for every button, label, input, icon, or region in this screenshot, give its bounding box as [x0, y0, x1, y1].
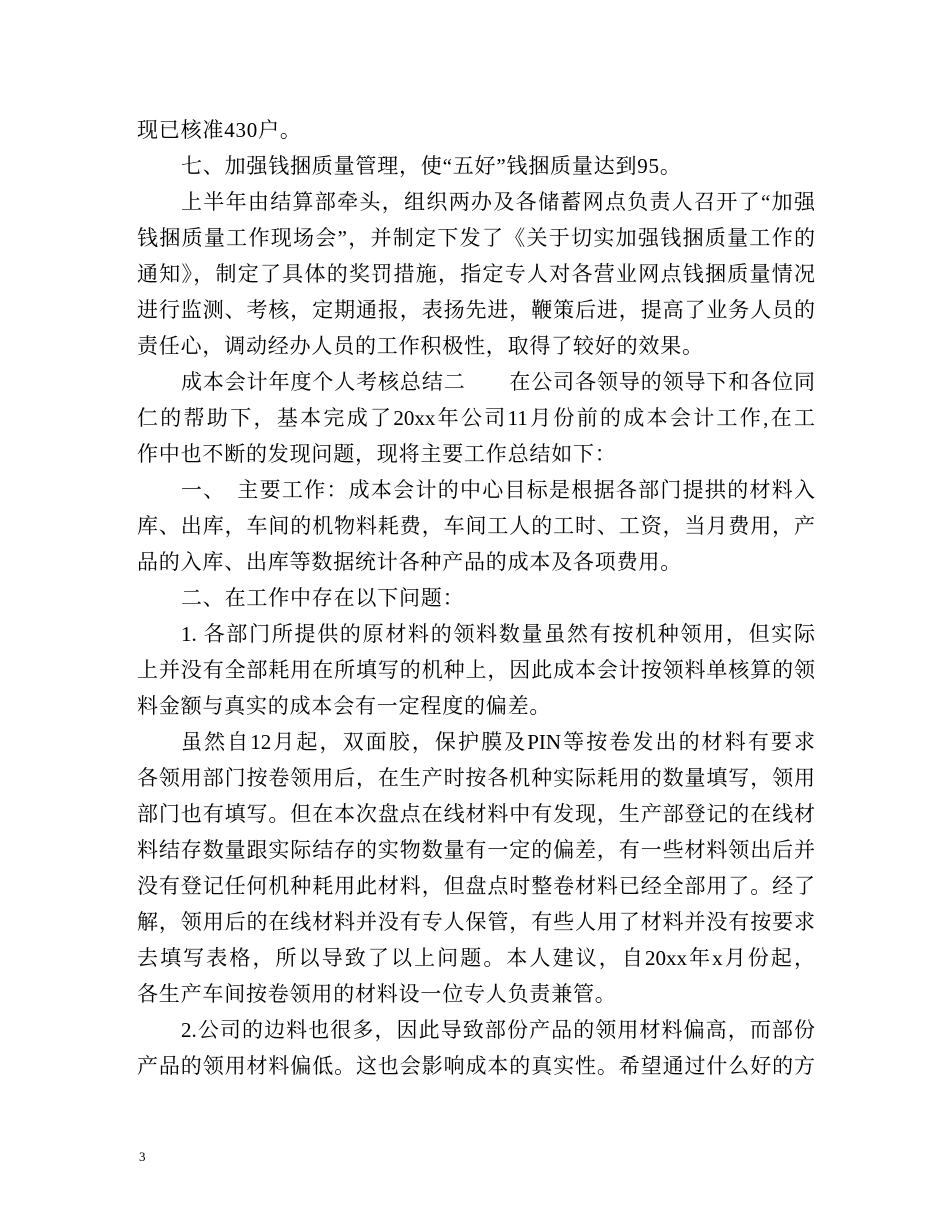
paragraph — [137, 616, 815, 724]
paragraph-line: 现已核准430户。 — [137, 118, 302, 142]
paragraph-line: 仁的帮助下，基本完成了20xx年公司11月份前的成本会计工作,在工 — [137, 406, 815, 430]
paragraph-line: 二、在工作中存在以下问题： — [181, 586, 465, 610]
paragraph — [137, 724, 815, 1012]
paragraph — [137, 1012, 815, 1084]
paragraph-line: 1. 各部门所提供的原材料的领料数量虽然有按机种领用，但实际 — [181, 622, 815, 646]
paragraph-line: 作中也不断的发现问题，现将主要工作总结如下： — [137, 442, 617, 466]
paragraph-line: 各领用部门按卷领用后，在生产时按各机种实际耗用的数量填写，领用 — [137, 766, 815, 790]
paragraph-line: 料结存数量跟实际结存的实物数量有一定的偏差，有一些材料领出后并 — [137, 838, 815, 862]
paragraph-line: 部门也有填写。但在本次盘点在线材料中有发现，生产部登记的在线材 — [137, 802, 815, 826]
paragraph-line: 七、加强钱捆质量管理，使“五好”钱捆质量达到95。 — [181, 154, 682, 178]
paragraph-line: 2.公司的边料也很多，因此导致部份产品的领用材料偏高，而部份 — [181, 1018, 815, 1042]
paragraph-line: 虽然自12月起，双面胶，保护膜及PIN等按卷发出的材料有要求 — [181, 730, 815, 754]
paragraph-line: 各生产车间按卷领用的材料设一位专人负责兼管。 — [137, 982, 617, 1006]
paragraph-line: 上半年由结算部牵头，组织两办及各储蓄网点负责人召开了“加强 — [181, 190, 815, 214]
paragraph-line: 上并没有全部耗用在所填写的机种上，因此成本会计按领料单核算的领 — [137, 658, 815, 682]
paragraph — [137, 148, 815, 184]
paragraph — [137, 472, 815, 580]
paragraph-line: 没有登记任何机种耗用此材料，但盘点时整卷材料已经全部用了。经了 — [137, 874, 815, 898]
paragraph-line: 产品的领用材料偏低。这也会影响成本的真实性。希望通过什么好的方 — [137, 1054, 815, 1078]
paragraph — [137, 184, 815, 364]
paragraph-line: 责任心，调动经办人员的工作积极性，取得了较好的效果。 — [137, 334, 704, 358]
paragraph-line: 料金额与真实的成本会有一定程度的偏差。 — [137, 694, 552, 718]
paragraph-line: 品的入库、出库等数据统计各种产品的成本及各项费用。 — [137, 550, 682, 574]
paragraph-line: 通知》，制定了具体的奖罚措施，指定专人对各营业网点钱捆质量情况 — [137, 262, 815, 286]
paragraph — [137, 112, 815, 148]
paragraph-line: 库、出库，车间的机物料耗费，车间工人的工时、工资，当月费用，产 — [137, 514, 815, 538]
paragraph-line: 钱捆质量工作现场会”，并制定下发了《关于切实加强钱捆质量工作的 — [137, 226, 815, 250]
paragraph-line: 成本会计年度个人考核总结二 在公司各领导的领导下和各位同 — [181, 370, 815, 394]
paragraph — [137, 580, 815, 616]
paragraph-line: 解，领用后的在线材料并没有专人保管，有些人用了材料并没有按要求 — [137, 910, 815, 934]
paragraph — [137, 364, 815, 472]
paragraph-line: 去填写表格，所以导致了以上问题。本人建议，自20xx年x月份起， — [137, 946, 815, 970]
body-text — [137, 112, 815, 1084]
paragraph-line: 进行监测、考核，定期通报，表扬先进，鞭策后进，提高了业务人员的 — [137, 298, 815, 322]
paragraph-line: 一、 主要工作：成本会计的中心目标是根据各部门提拱的材料入 — [181, 478, 815, 502]
page-number: 3 — [139, 1149, 146, 1164]
